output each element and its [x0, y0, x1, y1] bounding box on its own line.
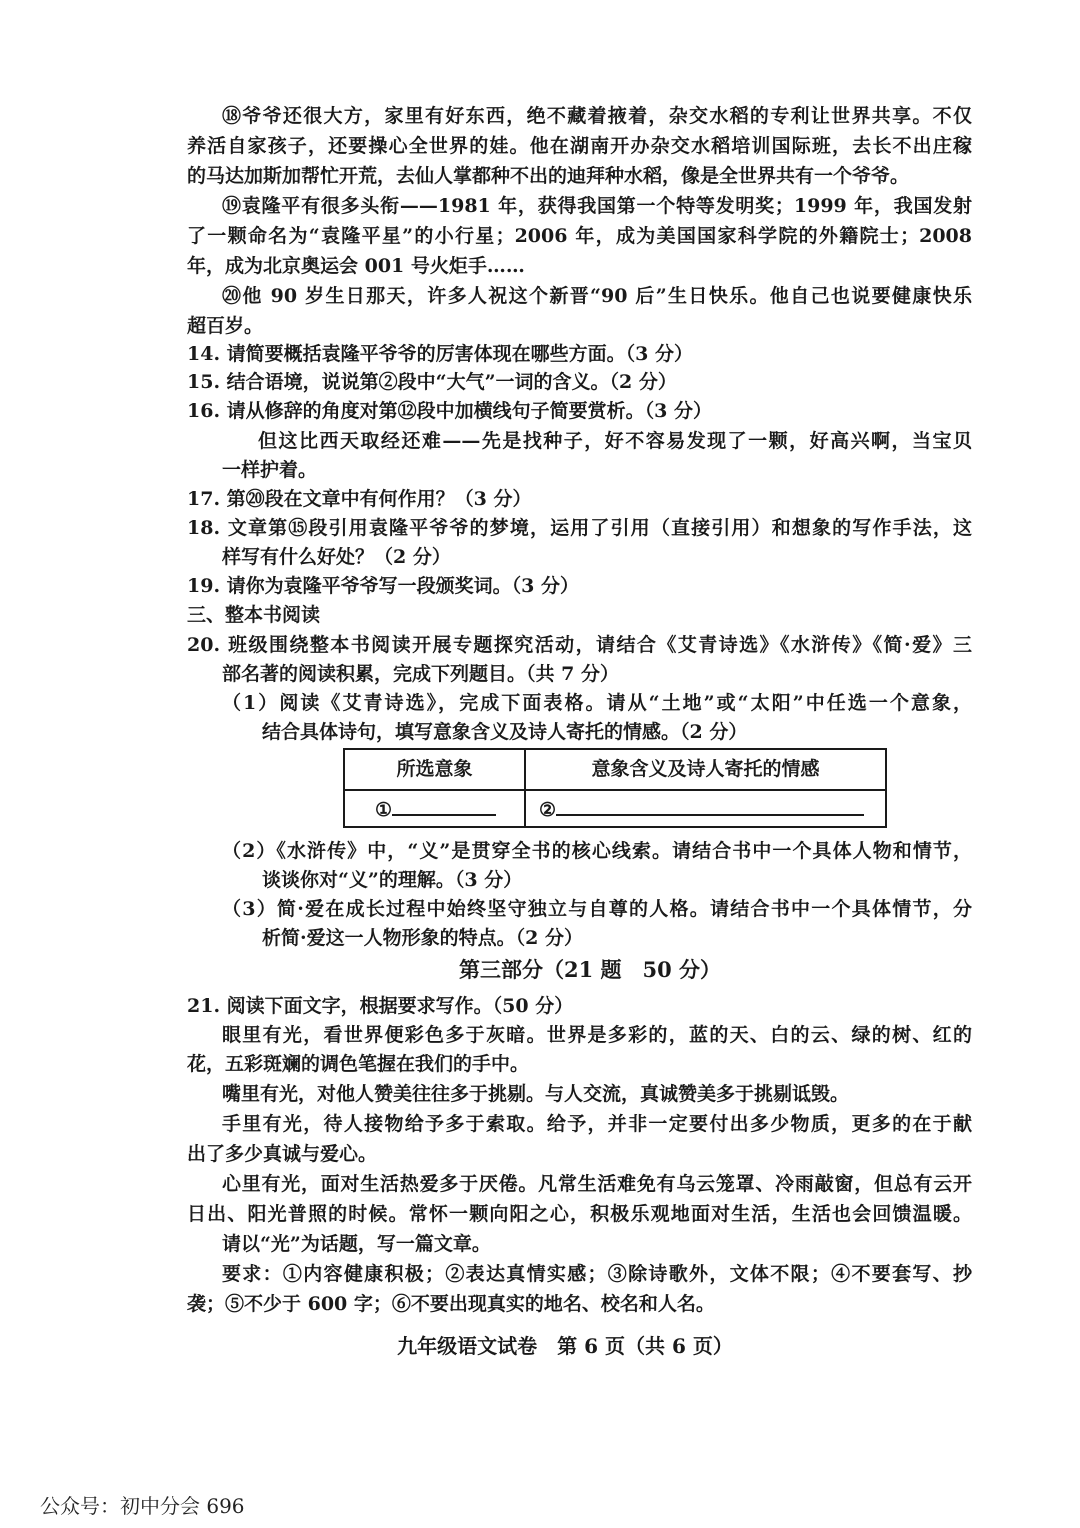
part-3-title: 第三部分（21 题 50 分） [458, 957, 722, 982]
paragraph-20-line-1: ⑳他 90 岁生日那天，许多人祝这个新晋“90 后”生日快乐。他自己也说要健康快乐 [222, 285, 972, 307]
page-footer: 九年级语文试卷 第 6 页（共 6 页） [397, 1334, 733, 1358]
answer-blank-2-mark: ② [539, 799, 557, 821]
question-21-para4-line-1: 心里有光，面对生活热爱多于厌倦。凡常生活难免有乌云笼罩、冷雨敲窗，但总有云开 [222, 1173, 972, 1195]
paragraph-18-line-3: 的马达加斯加帮忙开荒，去仙人掌都种不出的迪拜种水稻，像是全世界共有一个爷爷。 [187, 165, 910, 187]
paragraph-19-line-3: 年，成为北京奥运会 001 号火炬手…… [187, 255, 525, 277]
paragraph-18-line-1: ⑱爷爷还很大方，家里有好东西，绝不藏着掖着，杂交水稻的专利让世界共享。不仅 [222, 105, 972, 127]
answer-blank-1[interactable] [375, 796, 496, 823]
question-16-quote-line-1: 但这比西天取经还难——先是找种子，好不容易发现了一颗，好高兴啊，当宝贝 [258, 430, 972, 452]
answer-line-2 [556, 796, 864, 816]
paragraph-18-line-2: 养活自家孩子，还要操心全世界的娃。他在湖南开办杂交水稻培训国际班，去长不出庄稼 [187, 135, 972, 157]
question-20-sub2-line-2: 谈谈你对“义”的理解。（3 分） [262, 869, 523, 891]
answer-blank-2[interactable] [539, 796, 864, 823]
question-19: 19. 请你为袁隆平爷爷写一段颁奖词。（3 分） [187, 575, 580, 597]
question-18-line-1: 18. 文章第⑮段引用袁隆平爷爷的梦境，运用了引用（直接引用）和想象的写作手法，这 [187, 517, 972, 539]
paragraph-19-line-2: 了一颗命名为“袁隆平星”的小行星；2006 年，成为美国国家科学院的外籍院士；2008 [187, 225, 972, 247]
question-15: 15. 结合语境，说说第②段中“大气”一词的含义。（2 分） [187, 371, 677, 393]
question-14: 14. 请简要概括袁隆平爷爷的厉害体现在哪些方面。（3 分） [187, 343, 694, 365]
question-16: 16. 请从修辞的角度对第⑫段中加横线句子简要赏析。（3 分） [187, 400, 713, 422]
question-21-requirements-line-2: 袭；⑤不少于 600 字；⑥不要出现真实的地名、校名和人名。 [187, 1293, 715, 1315]
question-16-quote-line-2: 一样护着。 [222, 459, 318, 481]
question-20-sub3-line-1: （3）简·爱在成长过程中始终坚守独立与自尊的人格。请结合书中一个具体情节，分 [222, 898, 972, 920]
question-20-sub3-line-2: 析简·爱这一人物形象的特点。（2 分） [262, 927, 583, 949]
imagery-answer-table [343, 748, 887, 828]
table-header-selected-image: 所选意象 [396, 758, 473, 780]
question-21-para3-line-2: 出了多少真诚与爱心。 [187, 1143, 378, 1165]
table-header-meaning-emotion: 意象含义及诗人寄托的情感 [591, 758, 820, 780]
question-21-para4-line-2: 日出、阳光普照的时候。常怀一颗向阳之心，积极乐观地面对生活，生活也会回馈温暖。 [187, 1203, 972, 1225]
question-20-sub1-line-1: （1）阅读《艾青诗选》，完成下面表格。请从“土地”或“太阳”中任选一个意象， [222, 692, 972, 714]
question-18-line-2: 样写有什么好处？（2 分） [222, 546, 451, 568]
question-20-intro-line-2: 部名著的阅读积累，完成下列题目。（共 7 分） [222, 663, 619, 685]
question-20-sub2-line-1: （2）《水浒传》中，“义”是贯穿全书的核心线索。请结合书中一个具体人物和情节， [222, 840, 972, 862]
question-21-intro: 21. 阅读下面文字，根据要求写作。（50 分） [187, 995, 574, 1017]
paragraph-20-line-2: 超百岁。 [187, 315, 264, 337]
table-row-divider [345, 789, 885, 791]
question-20-intro-line-1: 20. 班级围绕整本书阅读开展专题探究活动，请结合《艾青诗选》《水浒传》《简·爱》三 [187, 634, 972, 656]
paragraph-19-line-1: ⑲袁隆平有很多头衔——1981 年，获得我国第一个特等发明奖；1999 年，我国发射 [222, 195, 972, 217]
question-21-prompt: 请以“光”为话题，写一篇文章。 [222, 1233, 491, 1255]
question-17: 17. 第⑳段在文章中有何作用？（3 分） [187, 488, 532, 510]
answer-line-1 [392, 796, 496, 816]
question-21-requirements-line-1: 要求：①内容健康积极；②表达真情实感；③除诗歌外，文体不限；④不要套写、抄 [222, 1263, 972, 1285]
question-21-para1-line-1: 眼里有光，看世界便彩色多于灰暗。世界是多彩的，蓝的天、白的云、绿的树、红的 [222, 1024, 972, 1046]
answer-blank-1-mark: ① [375, 799, 393, 821]
question-20-sub1-line-2: 结合具体诗句，填写意象含义及诗人寄托的情感。（2 分） [262, 721, 748, 743]
question-21-para2: 嘴里有光，对他人赞美往往多于挑剔。与人交流，真诚赞美多于挑剔诋毁。 [222, 1083, 850, 1105]
question-21-para3-line-1: 手里有光，待人接物给予多于索取。给予，并非一定要付出多少物质，更多的在于献 [222, 1113, 972, 1135]
question-21-para1-line-2: 花，五彩斑斓的调色笔握在我们的手中。 [187, 1053, 530, 1075]
section-3-heading: 三、整本书阅读 [187, 604, 321, 626]
account-watermark: 公众号：初中分会 696 [40, 1494, 245, 1518]
